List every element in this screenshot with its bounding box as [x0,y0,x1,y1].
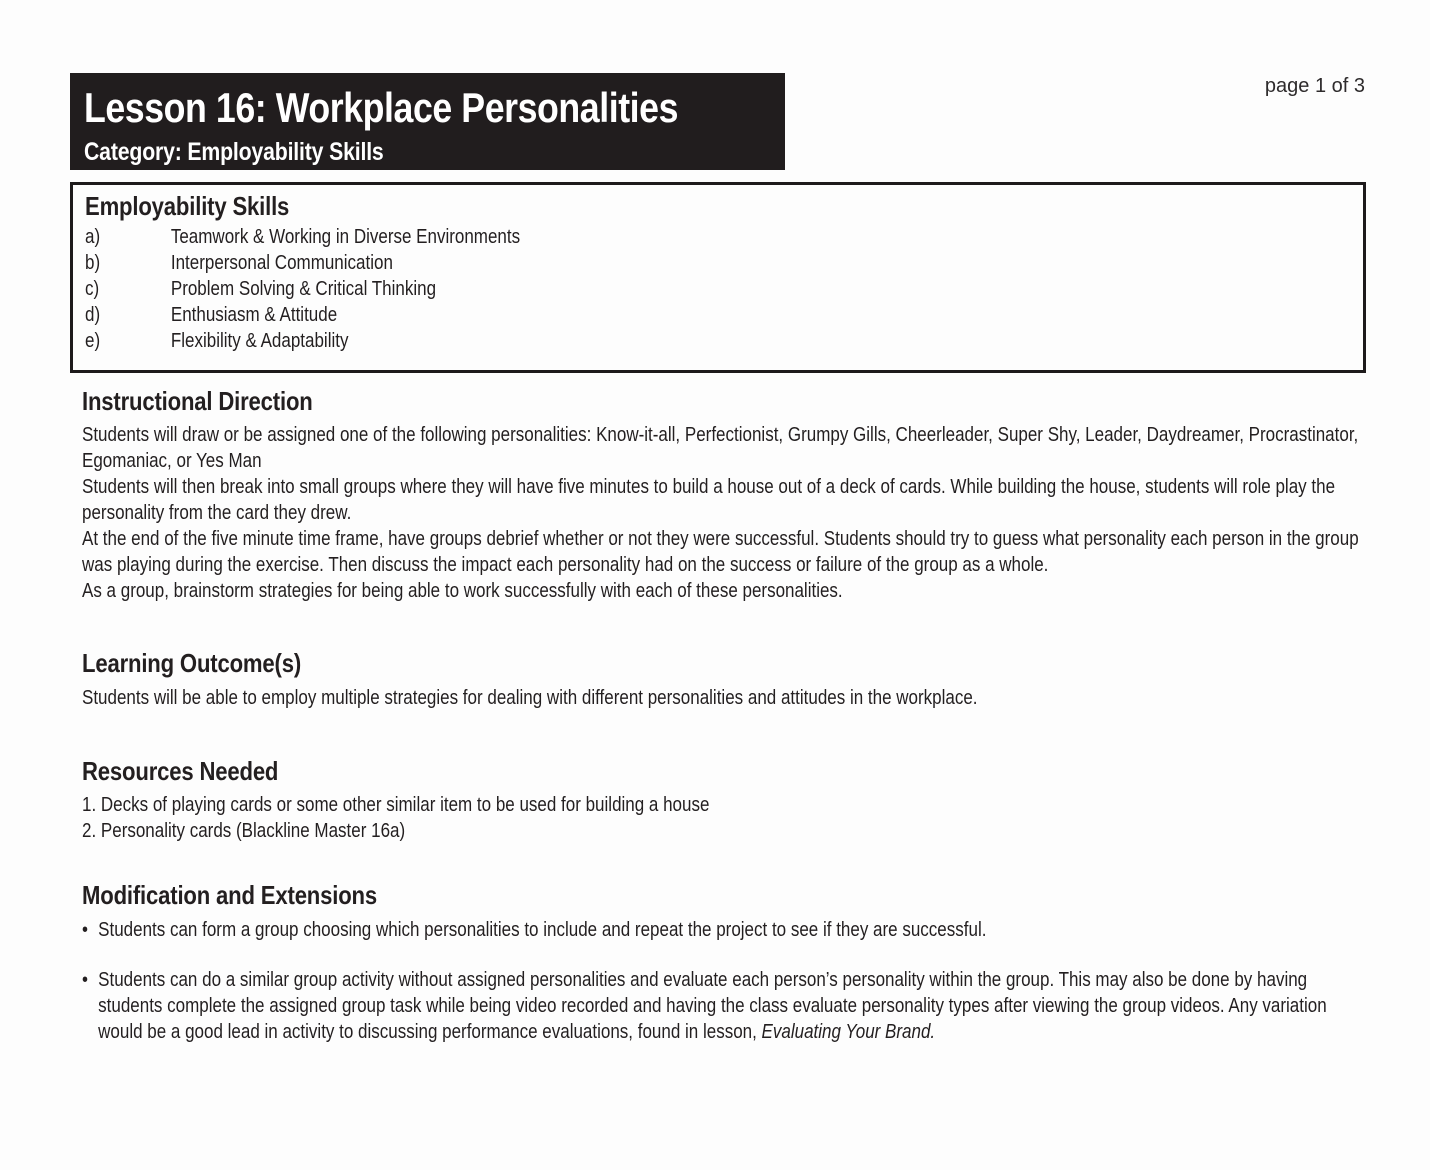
bullet-icon: • [82,918,88,941]
document-body [0,386,1430,1045]
bullet-item [82,967,1360,1045]
skill-item-text: Flexibility & Adaptability [170,330,349,353]
paragraph: Students will draw or be assigned one of the following personalities: Know-it-all, Perfectionist, Grumpy Gills, Cheerleader, Super Shy, Leader, Daydreamer, Procrastinator, Egomaniac, or Yes Man [82,424,1359,473]
skill-item-text: Interpersonal Communication [170,252,393,275]
skill-item [85,276,1351,302]
lesson-title: Lesson 16: Workplace Personalities [84,84,679,131]
paragraph: Students will then break into small groups where they will have five minutes to build a house out of a deck of cards. While building the house, students will role play the personality from the card they drew. [82,476,1336,525]
section-learning-outcomes [82,648,1360,710]
top-bar [0,0,1430,170]
skill-item [85,328,1351,354]
skill-item-label: a) [85,226,101,249]
paragraph: At the end of the five minute time frame, have groups debrief whether or not they were successful. Students should try to guess what personality each person in the group was playing during the exercise. Then discuss the impact each personality had on the success or failure of the group as a whole. [82,528,1359,577]
bullet-icon: • [82,968,88,991]
skill-item [85,250,1351,276]
skills-box-heading: Employability Skills [85,191,290,221]
resource-item: 2. Personality cards (Blackline Master 16a) [82,819,406,842]
employability-skills-box [70,182,1366,373]
lesson-category: Category: Employability Skills [84,137,384,166]
paragraph: As a group, brainstorm strategies for being able to work successfully with each of these personalities. [82,580,843,603]
bullet-text-main: Students can do a similar group activity without assigned personalities and evaluate each person’s personality within the group. This may also be done by having students complete the assigned group task while being video recorded and having the class evaluate personality types after viewing the group videos. Any variation would be a good lead in activity to discussing performance evaluations, found in lesson, [98,968,1327,1043]
skill-item-text: Enthusiasm & Attitude [170,304,338,327]
skill-item-text: Teamwork & Working in Diverse Environments [170,226,521,249]
bullet-text-main: Students can form a group choosing which personalities to include and repeat the project to see if they are successful. [98,918,987,941]
page-number: page 1 of 3 [1264,75,1365,97]
resource-item: 1. Decks of playing cards or some other similar item to be used for building a house [82,793,710,816]
section-resources-needed [82,756,1360,844]
bullet-item [82,917,1360,943]
skills-list [85,224,1351,354]
section-modification-extensions [82,880,1360,1045]
section-instructional-direction [82,386,1360,604]
section-heading: Resources Needed [82,755,279,786]
skill-item-text: Problem Solving & Critical Thinking [170,278,437,301]
skill-item-label: c) [85,278,100,301]
section-heading: Learning Outcome(s) [82,648,302,679]
paragraph: Students will be able to employ multiple strategies for dealing with different personalities and attitudes in the workplace. [82,686,978,709]
bullet-text [98,967,1360,1045]
bullet-text [98,917,1360,943]
skill-item [85,224,1351,250]
skill-item-label: b) [85,252,101,275]
section-heading: Modification and Extensions [82,879,378,910]
skill-item [85,302,1351,328]
lesson-header-box [70,73,785,170]
section-heading: Instructional Direction [82,386,313,417]
skill-item-label: e) [85,330,101,353]
bullet-text-italic: Evaluating Your Brand. [761,1020,936,1043]
skill-item-label: d) [85,304,101,327]
